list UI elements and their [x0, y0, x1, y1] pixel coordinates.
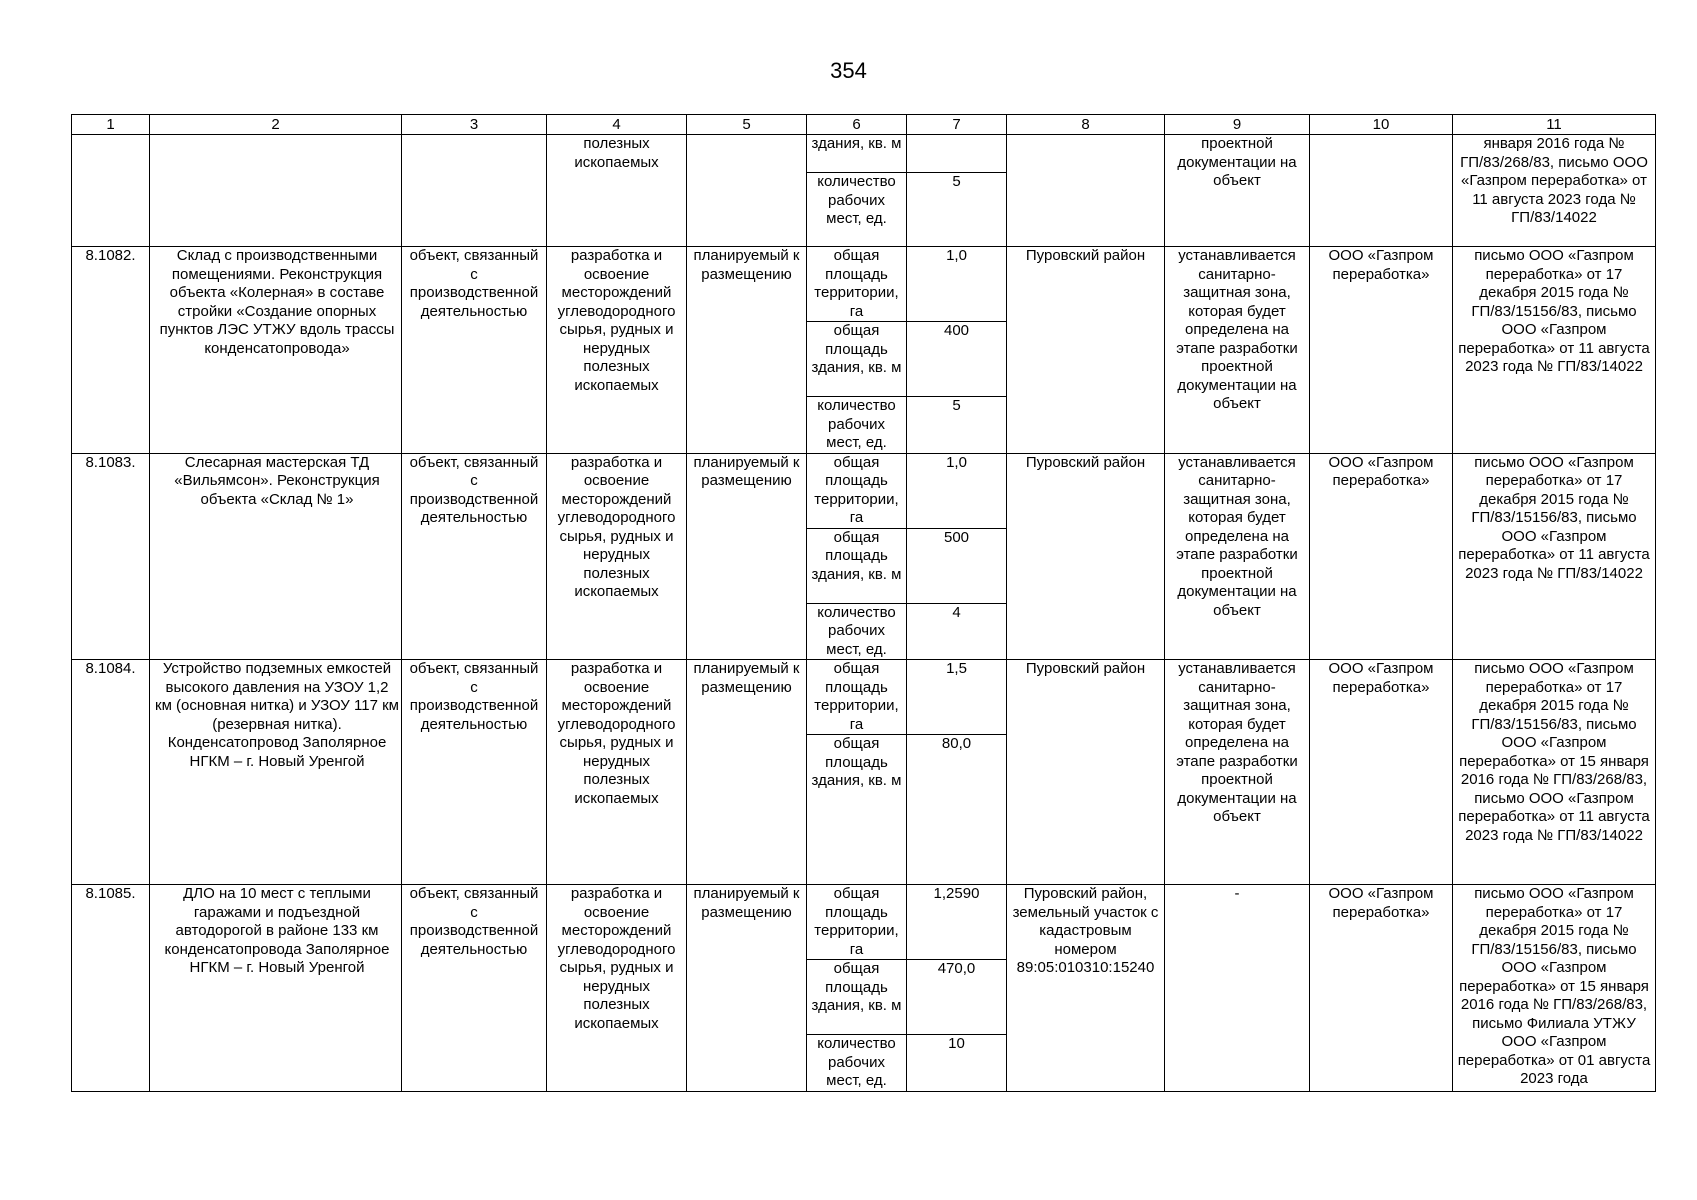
cell-zone: устанавливается санитарно-защитная зона, которая будет определена на этапе разработки проектной документации на объект — [1165, 453, 1310, 660]
column-header: 11 — [1453, 115, 1656, 135]
cell-status: планируемый к размещению — [687, 247, 807, 454]
cell-purpose: разработка и освоение месторождений углеводородного сырья, рудных и нерудных полезных ископаемых — [547, 885, 687, 1092]
cell-name: Склад с производственными помещениями. Реконструкция объекта «Колерная» в составе стройки «Создание опорных пунктов ЛЭС УТЖУ вдоль трассы конденсатопровода» — [150, 247, 402, 454]
column-header: 10 — [1310, 115, 1453, 135]
cell-indicator-value: 1,0 — [907, 247, 1007, 322]
cell-owner: ООО «Газпром переработка» — [1310, 247, 1453, 454]
cell-zone: устанавливается санитарно-защитная зона, которая будет определена на этапе разработки проектной документации на объект — [1165, 247, 1310, 454]
cell-indicator-value: 400 — [907, 322, 1007, 397]
column-header: 1 — [72, 115, 150, 135]
cell-basis: письмо ООО «Газпром переработка» от 17 декабря 2015 года № ГП/83/15156/83, письмо ООО «Газпром переработка» от 15 января 2016 года № ГП/83/268/83, письмо ООО «Газпром переработка» от 11 августа 2023 года № ГП/83/14022 — [1453, 660, 1656, 885]
cell-purpose: разработка и освоение месторождений углеводородного сырья, рудных и нерудных полезных ископаемых — [547, 660, 687, 885]
cell-indicator-label: общая площадь здания, кв. м — [807, 735, 907, 885]
cell-indicator-value — [907, 135, 1007, 173]
cell-location: Пуровский район — [1007, 247, 1165, 454]
cell-owner: ООО «Газпром переработка» — [1310, 885, 1453, 1092]
cell-indicator-value: 1,0 — [907, 453, 1007, 528]
column-header: 5 — [687, 115, 807, 135]
cell-indicator-label: общая площадь здания, кв. м — [807, 528, 907, 603]
cell-indicator-label: количество рабочих мест, ед. — [807, 173, 907, 247]
cell-zone: - — [1165, 885, 1310, 1092]
cell-indicator-value: 80,0 — [907, 735, 1007, 885]
cell-basis: письмо ООО «Газпром переработка» от 17 декабря 2015 года № ГП/83/15156/83, письмо ООО «Газпром переработка» от 11 августа 2023 года № ГП/83/14022 — [1453, 453, 1656, 660]
cell-num — [72, 135, 150, 247]
cell-indicator-label: общая площадь территории, га — [807, 885, 907, 960]
cell-name: ДЛО на 10 мест с теплыми гаражами и подъездной автодорогой в районе 133 км конденсатопровода Заполярное НГКМ – г. Новый Уренгой — [150, 885, 402, 1092]
cell-purpose: полезных ископаемых — [547, 135, 687, 247]
cell-status: планируемый к размещению — [687, 453, 807, 660]
cell-name: Устройство подземных емкостей высокого давления на УЗОУ 1,2 км (основная нитка) и УЗОУ 117 км (резервная нитка). Конденсатопровод Заполярное НГКМ – г. Новый Уренгой — [150, 660, 402, 885]
cell-basis: января 2016 года № ГП/83/268/83, письмо ООО «Газпром переработка» от 11 августа 2023 года № ГП/83/14022 — [1453, 135, 1656, 247]
cell-indicator-label: количество рабочих мест, ед. — [807, 397, 907, 454]
column-header: 7 — [907, 115, 1007, 135]
cell-type: объект, связанный с производственной деятельностью — [402, 885, 547, 1092]
cell-type: объект, связанный с производственной деятельностью — [402, 660, 547, 885]
cell-indicator-value: 10 — [907, 1035, 1007, 1092]
column-header: 9 — [1165, 115, 1310, 135]
cell-num: 8.1082. — [72, 247, 150, 454]
cell-name: Слесарная мастерская ТД «Вильямсон». Реконструкция объекта «Склад № 1» — [150, 453, 402, 660]
table-row — [72, 247, 1656, 322]
cell-basis: письмо ООО «Газпром переработка» от 17 декабря 2015 года № ГП/83/15156/83, письмо ООО «Газпром переработка» от 15 января 2016 года № ГП/83/268/83, письмо Филиала УТЖУ ООО «Газпром переработка» от 01 августа 2023 года — [1453, 885, 1656, 1092]
cell-indicator-label: количество рабочих мест, ед. — [807, 603, 907, 660]
cell-num: 8.1084. — [72, 660, 150, 885]
cell-purpose: разработка и освоение месторождений углеводородного сырья, рудных и нерудных полезных ископаемых — [547, 247, 687, 454]
cell-indicator-label: общая площадь здания, кв. м — [807, 322, 907, 397]
cell-indicator-label: общая площадь здания, кв. м — [807, 960, 907, 1035]
cell-location: Пуровский район — [1007, 660, 1165, 885]
registry-table — [71, 114, 1656, 1092]
cell-status: планируемый к размещению — [687, 885, 807, 1092]
column-header: 6 — [807, 115, 907, 135]
cell-owner — [1310, 135, 1453, 247]
cell-indicator-value: 5 — [907, 397, 1007, 454]
cell-indicator-value: 5 — [907, 173, 1007, 247]
cell-type: объект, связанный с производственной деятельностью — [402, 453, 547, 660]
table-row — [72, 453, 1656, 528]
cell-num: 8.1085. — [72, 885, 150, 1092]
cell-owner: ООО «Газпром переработка» — [1310, 660, 1453, 885]
cell-location: Пуровский район, земельный участок с кадастровым номером 89:05:010310:15240 — [1007, 885, 1165, 1092]
cell-indicator-label: здания, кв. м — [807, 135, 907, 173]
column-header: 4 — [547, 115, 687, 135]
cell-location: Пуровский район — [1007, 453, 1165, 660]
cell-indicator-value: 470,0 — [907, 960, 1007, 1035]
cell-indicator-value: 4 — [907, 603, 1007, 660]
cell-basis: письмо ООО «Газпром переработка» от 17 декабря 2015 года № ГП/83/15156/83, письмо ООО «Газпром переработка» от 11 августа 2023 года № ГП/83/14022 — [1453, 247, 1656, 454]
cell-type — [402, 135, 547, 247]
table-row — [72, 885, 1656, 960]
cell-indicator-value: 1,2590 — [907, 885, 1007, 960]
cell-type: объект, связанный с производственной деятельностью — [402, 247, 547, 454]
column-header: 3 — [402, 115, 547, 135]
cell-status — [687, 135, 807, 247]
cell-zone: проектной документации на объект — [1165, 135, 1310, 247]
cell-status: планируемый к размещению — [687, 660, 807, 885]
cell-location — [1007, 135, 1165, 247]
cell-name — [150, 135, 402, 247]
cell-indicator-label: общая площадь территории, га — [807, 453, 907, 528]
header-row — [72, 115, 1656, 135]
cell-indicator-label: количество рабочих мест, ед. — [807, 1035, 907, 1092]
cell-owner: ООО «Газпром переработка» — [1310, 453, 1453, 660]
cell-indicator-label: общая площадь территории, га — [807, 660, 907, 735]
cell-zone: устанавливается санитарно-защитная зона, которая будет определена на этапе разработки проектной документации на объект — [1165, 660, 1310, 885]
cell-num: 8.1083. — [72, 453, 150, 660]
column-header: 2 — [150, 115, 402, 135]
cell-indicator-value: 500 — [907, 528, 1007, 603]
cell-indicator-value: 1,5 — [907, 660, 1007, 735]
column-header: 8 — [1007, 115, 1165, 135]
cell-purpose: разработка и освоение месторождений углеводородного сырья, рудных и нерудных полезных ископаемых — [547, 453, 687, 660]
page-number: 354 — [830, 58, 867, 83]
table-row — [72, 660, 1656, 735]
cell-indicator-label: общая площадь территории, га — [807, 247, 907, 322]
table-row-continuation — [72, 135, 1656, 173]
